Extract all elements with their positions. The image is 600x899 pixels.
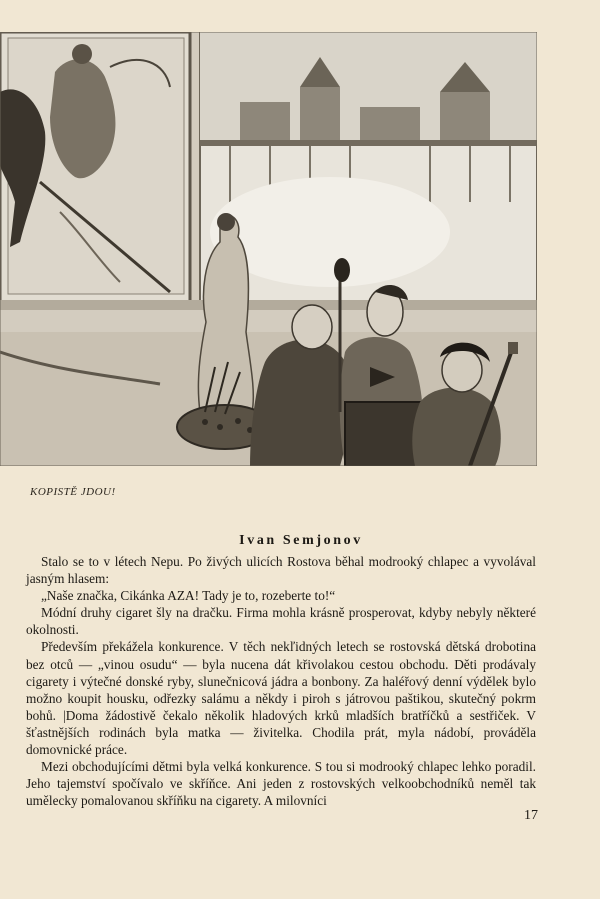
illustration bbox=[0, 32, 537, 466]
article-paragraph: Módní druhy cigaret šly na dračku. Firma mohla krásně prosperovat, kdyby nebyly některé okolnosti. bbox=[26, 605, 536, 638]
article-paragraph: Především překážela konkurence. V těch nekľidných letech se rostovská dětská drobotina bez otců — „vinou osudu“ — byla nucena dát křivolakou cestou obchodu. Děti prodávaly cigarety i výtečné donské ryby, slunečnicová jádra a bonbony. Za haléřový denní výdělek bylo možno koupit housku, odřezky salámu a někdy i piroh s játrovou paštikou, skutečný pokrm bohů. |Doma žádostivě čekalo několik hladových krků mladších bratříčků a sestřiček. V šťastnějších rodinách byla matka — živitelka. Chodila prát, myla nádobí, prováděla domovnické práce. bbox=[26, 639, 536, 758]
article-paragraph: „Naše značka, Cikánka AZA! Tady je to, rozeberte to!“ bbox=[41, 588, 336, 604]
article-paragraph: Stalo se to v létech Nepu. Po živých ulicích Rostova běhal modrooký chlapec a vyvolával jasným hlasem: bbox=[26, 554, 536, 587]
article-paragraph: Mezi obchodujícími dětmi byla velká konkurence. S tou si modrooký chlapec lehko poradil. Jeho tajemství spočívalo ve skříňce. Ani jeden z rostovských velkoobchodníků neměl tak umělecky pomalovanou skříňku na cigarety. A milovníci bbox=[26, 759, 536, 809]
painted-scene-illustration bbox=[0, 32, 537, 466]
article bbox=[26, 532, 536, 809]
page-number: 17 bbox=[524, 808, 538, 823]
author-name: Ivan Semjonov bbox=[239, 533, 363, 548]
illustration-caption: KOPISTĚ JDOU! bbox=[30, 486, 116, 498]
